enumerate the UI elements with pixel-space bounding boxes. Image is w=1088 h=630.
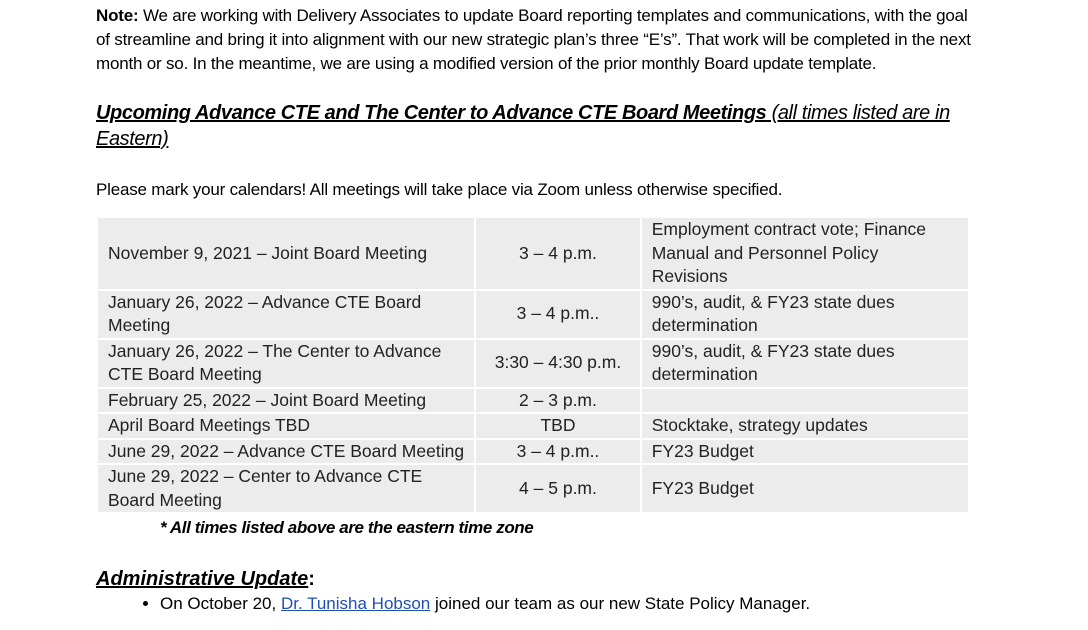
admin-heading-colon: : bbox=[308, 568, 315, 590]
meetings-heading-note: (all times listed are in Eastern) bbox=[96, 102, 950, 150]
meetings-heading-title: Upcoming Advance CTE and The Center to Advance CTE Board Meetings bbox=[96, 102, 767, 124]
meeting-cell: January 26, 2022 – The Center to Advance CTE Board Meeting bbox=[97, 339, 475, 388]
meeting-cell: November 9, 2021 – Joint Board Meeting bbox=[97, 217, 475, 290]
admin-heading bbox=[96, 566, 976, 592]
admin-item-suffix: joined our team as our new State Policy Manager. bbox=[430, 594, 811, 613]
time-cell: 4 – 5 p.m. bbox=[475, 464, 641, 513]
meeting-cell: April Board Meetings TBD bbox=[97, 413, 475, 439]
table-row bbox=[97, 290, 969, 339]
table-row bbox=[97, 388, 969, 414]
time-cell: 2 – 3 p.m. bbox=[475, 388, 641, 414]
note-paragraph bbox=[96, 4, 976, 76]
admin-item-prefix: On October 20, bbox=[160, 594, 281, 613]
table-row bbox=[97, 464, 969, 513]
note-text: We are working with Delivery Associates to update Board reporting templates and communications, with the goal of streamline and bring it into alignment with our new strategic plan’s three “E’s”. That work will be completed in the next month or so. In the meantime, we are using a modified version of the prior monthly Board update template. bbox=[96, 6, 971, 73]
agenda-cell: Employment contract vote; Finance Manual and Personnel Policy Revisions bbox=[641, 217, 969, 290]
table-row bbox=[97, 217, 969, 290]
calendar-note: Please mark your calendars! All meetings will take place via Zoom unless otherwise specified. bbox=[96, 180, 783, 199]
meeting-cell: February 25, 2022 – Joint Board Meeting bbox=[97, 388, 475, 414]
times-footnote: * All times listed above are the eastern time zone bbox=[160, 518, 534, 537]
table-row bbox=[97, 339, 969, 388]
meeting-cell: June 29, 2022 – Advance CTE Board Meeting bbox=[97, 439, 475, 465]
meeting-cell: June 29, 2022 – Center to Advance CTE Board Meeting bbox=[97, 464, 475, 513]
admin-heading-title: Administrative Update bbox=[96, 568, 309, 590]
table-row bbox=[97, 413, 969, 439]
admin-list bbox=[96, 592, 976, 616]
meetings-heading bbox=[96, 100, 976, 152]
time-cell: TBD bbox=[475, 413, 641, 439]
time-cell: 3 – 4 p.m.. bbox=[475, 439, 641, 465]
meetings-table bbox=[96, 216, 970, 514]
agenda-cell: 990’s, audit, & FY23 state dues determination bbox=[641, 339, 969, 388]
agenda-cell: 990’s, audit, & FY23 state dues determination bbox=[641, 290, 969, 339]
note-label: Note: bbox=[96, 6, 139, 25]
agenda-cell bbox=[641, 388, 969, 414]
agenda-cell: Stocktake, strategy updates bbox=[641, 413, 969, 439]
agenda-cell: FY23 Budget bbox=[641, 439, 969, 465]
table-row bbox=[97, 439, 969, 465]
meeting-cell: January 26, 2022 – Advance CTE Board Meeting bbox=[97, 290, 475, 339]
staff-name-link[interactable]: Dr. Tunisha Hobson bbox=[280, 594, 431, 613]
agenda-cell: FY23 Budget bbox=[641, 464, 969, 513]
time-cell: 3 – 4 p.m. bbox=[475, 217, 641, 290]
time-cell: 3:30 – 4:30 p.m. bbox=[475, 339, 641, 388]
time-cell: 3 – 4 p.m.. bbox=[475, 290, 641, 339]
document-page bbox=[96, 4, 976, 616]
list-item bbox=[160, 592, 976, 616]
